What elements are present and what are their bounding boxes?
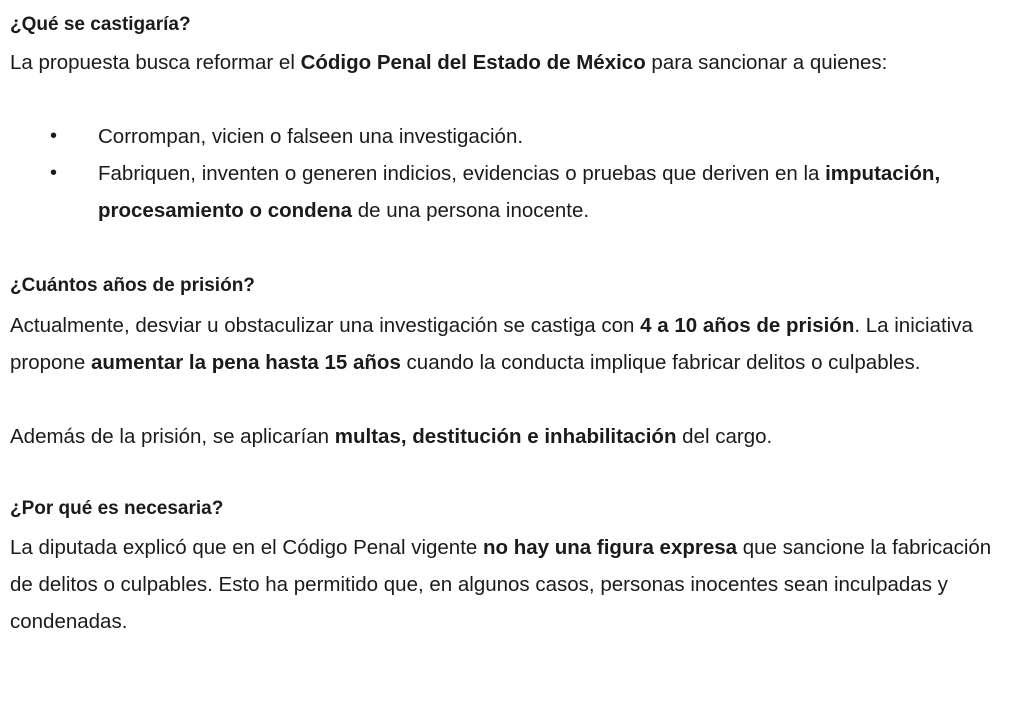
list-item-text-end: de una persona inocente. xyxy=(352,199,590,222)
list-item-text: Corrompan, vicien o falseen una investigación. xyxy=(98,125,524,148)
bullet-icon: • xyxy=(50,125,58,147)
intro-bold-text: Código Penal del Estado de México xyxy=(300,51,646,74)
section-heading-prision: ¿Cuántos años de prisión? xyxy=(10,275,255,296)
prision-text-mid: . La iniciativa propone xyxy=(10,314,973,374)
sanciones-bold-text: multas, destitución e inhabilitación xyxy=(334,425,677,448)
necesaria-text-end: que sancione la fabricación de delitos o culpables. Esto ha permitido que, en algunos casos, personas inocentes sean inculpadas y condenadas. xyxy=(10,536,992,633)
sanciones-text: Además de la prisión, se aplicarían xyxy=(10,425,335,448)
prision-text: Actualmente, desviar u obstaculizar una investigación se castiga con xyxy=(10,314,641,337)
section-heading-necesaria: ¿Por qué es necesaria? xyxy=(10,498,224,519)
prision-paragraph xyxy=(10,307,1010,381)
list-item xyxy=(10,118,1003,155)
sanciones-paragraph xyxy=(10,418,1010,455)
list-item xyxy=(10,155,1003,229)
bullet-icon: • xyxy=(50,162,58,184)
necesaria-text: La diputada explicó que en el Código Penal vigente xyxy=(10,536,483,559)
castigaria-bullet-list xyxy=(10,118,1010,229)
list-item-text: Fabriquen, inventen o generen indicios, evidencias o pruebas que deriven en la xyxy=(98,162,826,185)
prision-bold-increase: aumentar la pena hasta 15 años xyxy=(90,351,401,374)
necesaria-bold-text: no hay una figura expresa xyxy=(483,536,738,559)
prision-bold-range: 4 a 10 años de prisión xyxy=(640,314,855,337)
list-item-bold-text: imputación, procesamiento o condena xyxy=(98,162,941,222)
castigaria-intro-paragraph xyxy=(10,44,1010,81)
prision-text-end: cuando la conducta implique fabricar delitos o culpables. xyxy=(400,351,921,374)
necesaria-paragraph xyxy=(10,529,1010,640)
intro-text: La propuesta busca reformar el xyxy=(10,51,301,74)
sanciones-text-end: del cargo. xyxy=(676,425,773,448)
section-heading-castigaria: ¿Qué se castigaría? xyxy=(10,14,191,35)
intro-text-end: para sancionar a quienes: xyxy=(645,51,888,74)
